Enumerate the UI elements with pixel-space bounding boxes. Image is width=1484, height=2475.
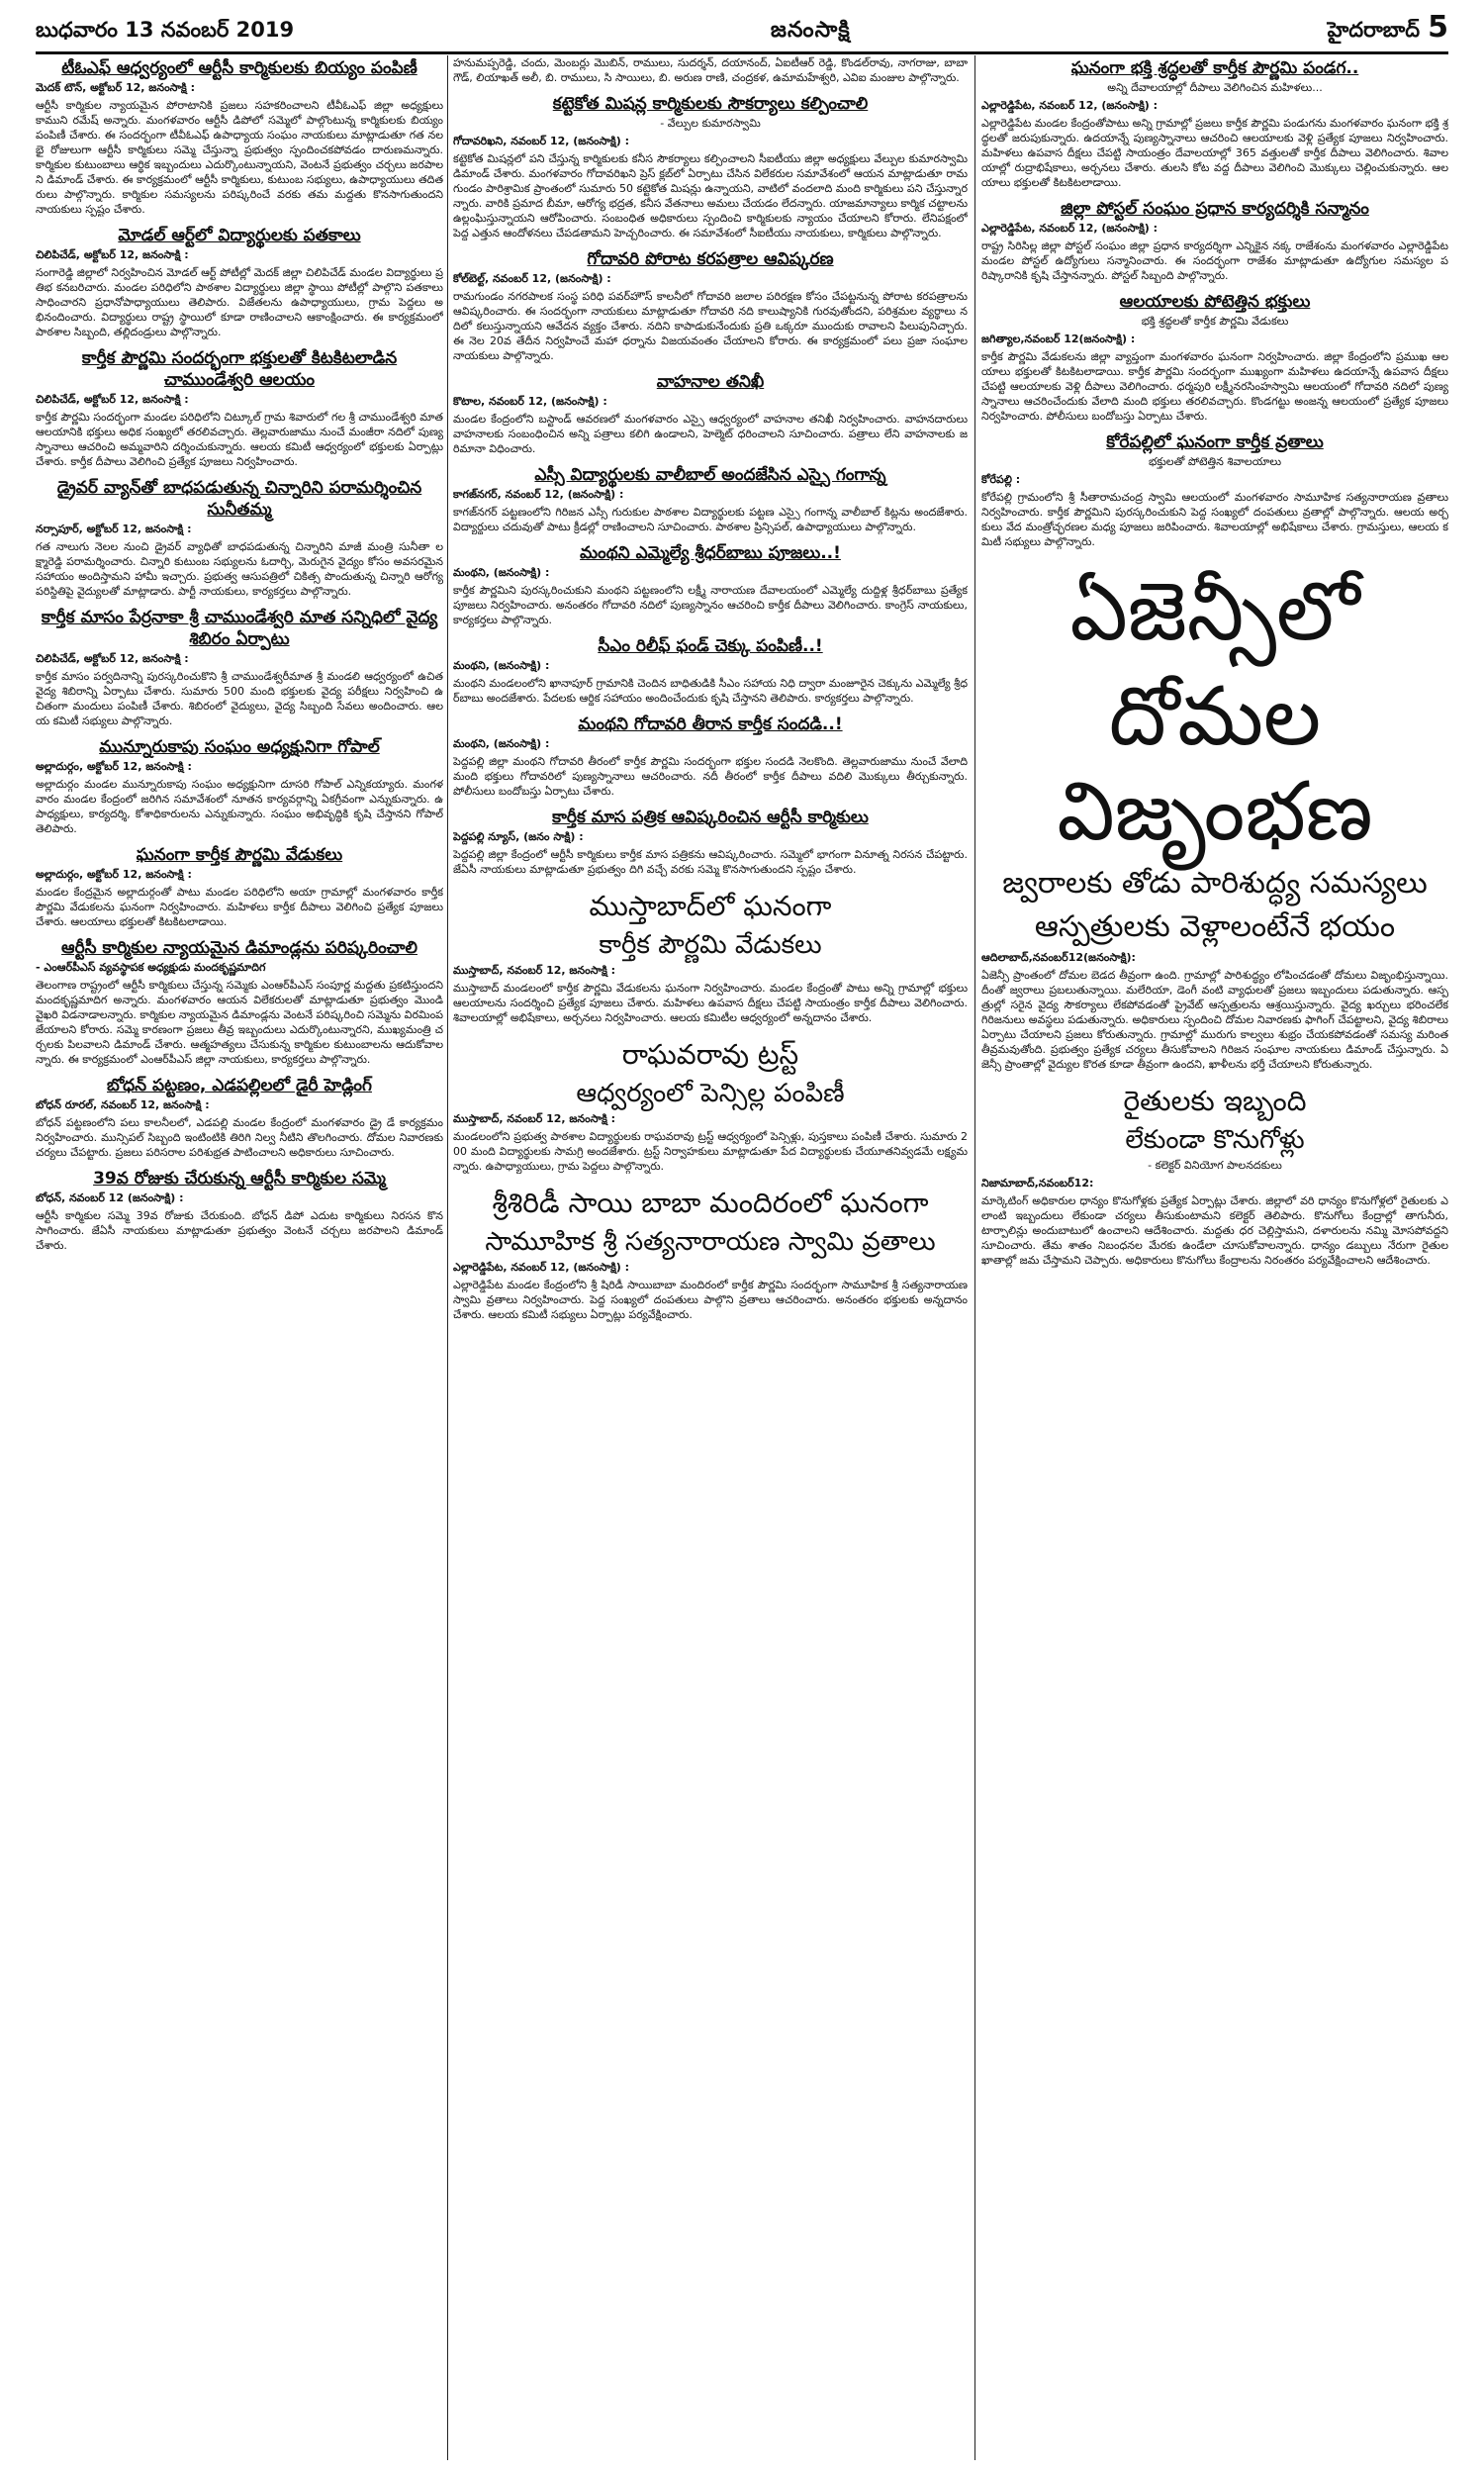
column-rule — [974, 55, 975, 2460]
article-subhead: - కలెక్టర్ వినియోగ పాలనదకులు — [1148, 1159, 1282, 1172]
article-headline: కార్తీక మాస పత్రిక ఆవిష్కరించిన ఆర్టీసీ కార్మికులు — [552, 808, 869, 827]
article-body: ఆర్టీసీ కార్మికుల సమ్మె 39వ రోజుకు చేరుకుంది. బోధన్ డిపో ఎదుట కార్మికులు నిరసన కొనసాగించారు. జేఏసీ నాయకులు మాట్లాడుతూ ప్రభుత్వం వెంటనే చర్చలు జరపాలని డిమాండ్ చేశారు. — [36, 1209, 443, 1252]
article-headline: కట్టెకోత మిషన్ల కార్మికులకు సౌకర్యాలు కల్పించాలి — [552, 94, 869, 114]
article — [36, 605, 443, 728]
article-body: హనుమప్పరెడ్డి, చందు, మెంబర్లు మొబిన్, రాములు, సుదర్శన్, దయానంద్, ఏఐటీఆర్ రెడ్డి, కొండల్‌రావు, నాగరాజు, బాబా గౌడ్, లియాఖత్ అలీ, బి. రాములు, సి సాయిలు, బి. అరుణ రాణి, చంద్రకళ, ఉమామహేశ్వరి, ఎవిఐ మంజుల పాల్గొన్నారు. — [453, 56, 968, 84]
article-body: రాష్ట్ర సిరిసిల్ల జిల్లా పోస్టల్ సంఘం జిల్లా ప్రధాన కార్యదర్శిగా ఎన్నికైన నక్క రాజేశంను మంగళవారం ఎల్లారెడ్డిపేట మండల పోస్టల్ ఉద్యోగులు సన్మానించారు. ఈ సందర్భంగా రాజేశం మాట్లాడుతూ ఉద్యోగుల సమస్యల పరిష్కారానికి కృషి చేస్తానన్నారు. పోస్టల్ సిబ్బంది పాల్గొన్నారు. — [981, 239, 1448, 282]
article — [981, 1078, 1448, 1268]
article-headline: మోడల్ ఆర్ట్‌లో విద్యార్థులకు పతకాలు — [118, 226, 361, 245]
article — [453, 462, 968, 534]
section-headline: రైతులకు ఇబ్బంది — [1123, 1085, 1307, 1117]
article-body: రామగుండం నగరపాలక సంస్థ పరిధి పవర్‌హౌస్ కాలనీలో గోదావరి జలాల పరిరక్షణ కోసం చేపట్టనున్న పోరాట కరపత్రాలను ఆవిష్కరించారు. ఈ సందర్భంగా నాయకులు మాట్లాడుతూ గోదావరి నది కాలుష్యానికి గురవుతోందని, పరిశ్రమల వ్యర్థాలు నదిలో కలుస్తున్నాయని ఆవేదన వ్యక్తం చేశారు. నదిని కాపాడుకునేందుకు ప్రతి ఒక్కరూ ముందుకు రావాలని పిలుపునిచ్చారు. ఈ నెల 20వ తేదీన నిర్వహించే మహా ధర్నాను విజయవంతం చేయాలని కోరారు. ఈ కార్యక్రమంలో పలు ప్రజా సంఘాల నాయకులు పాల్గొన్నారు. — [453, 290, 968, 362]
column-3 — [981, 55, 1448, 2460]
feature-headline-line2: దోమల విజృంభణ — [1057, 670, 1373, 859]
article — [981, 55, 1448, 190]
feature-deck-2: ఆస్పత్రులకు వెళ్లాలంటేనే భయం — [1034, 909, 1396, 944]
article-dateline: బోధన్ రూరల్, నవంబర్ 12, జనంసాక్షి : — [36, 1098, 210, 1111]
article-dateline: పెద్దపల్లి న్యూస్, (జనం సాక్షి) : — [453, 830, 584, 843]
article-dateline: - ఎంఆర్‌పీఎస్ వ్యవస్థాపక అధ్యక్షుడు మందకృష్ణమాదిగ — [36, 961, 266, 974]
article — [36, 1073, 443, 1160]
large-headline: రాఘవరావు ట్రస్ట్ — [621, 1038, 799, 1071]
article-body: కార్తీక పౌర్ణమి వేడుకలను జిల్లా వ్యాప్తంగా మంగళవారం ఘనంగా నిర్వహించారు. జిల్లా కేంద్రంలోని ప్రముఖ ఆలయాలు భక్తులతో కిటకిటలాడాయి. కార్తీక పౌర్ణమి సందర్భంగా ముఖ్యంగా మహిళలు ఉదయాన్నే ఉపవాస దీక్షలు చేపట్టి ఆలయాలకు వెళ్లి దీపాలు వెలిగించారు. ధర్మపురి లక్ష్మీనరసింహస్వామి ఆలయంలో గోదావరి నదిలో పుణ్యస్నానాలు ఆచరించేందుకు వేలాది మంది భక్తులు తరలివచ్చారు. కొండగట్టు అంజన్న ఆలయంలో ప్రత్యేక పూజలు నిర్వహించారు. పోలీసులు బందోబస్తు ఏర్పాటు చేశారు. — [981, 350, 1448, 423]
article-headline: 39వ రోజుకు చేరుకున్న ఆర్టీసీ కార్మికుల సమ్మె — [93, 1169, 386, 1189]
article-body: కట్టెకోత మిషన్లలో పని చేస్తున్న కార్మికులకు కనీస సౌకర్యాలు కల్పించాలని సీఐటీయు జిల్లా అధ్యక్షులు వేల్పుల కుమారస్వామి డిమాండ్ చేశారు. మంగళవారం గోదావరిఖని ప్రెస్ క్లబ్‌లో ఏర్పాటు చేసిన విలేకరుల సమావేశంలో ఆయన మాట్లాడుతూ రామగుండం పారిశ్రామిక ప్రాంతంలో సుమారు 50 కట్టెకోత మిషన్లు ఉన్నాయని, వాటిలో వందలాది మంది కార్మికులు పని చేస్తున్నారన్నారు. వారికి ప్రమాద బీమా, ఆరోగ్య భద్రత, కనీస వేతనాలు అమలు చేయడం లేదన్నారు. యాజమాన్యాలు కార్మిక చట్టాలను ఉల్లంఘిస్తున్నాయని ఆరోపించారు. సంబంధిత అధికారులు స్పందించి కార్మికులకు న్యాయం చేయాలని కోరారు. లేనిపక్షంలో పెద్ద ఎత్తున ఆందోళనలు చేపడతామని హెచ్చరించారు. ఈ సమావేశంలో సీఐటీయు నాయకులు, కార్మికులు పాల్గొన్నారు. — [453, 152, 968, 239]
article-body: ఆర్టీసీ కార్మికుల న్యాయమైన పోరాటానికి ప్రజలు సహకరించాలని టీవీఓఎఫ్ జిల్లా అధ్యక్షులు కాముని రమేష్ అన్నారు. మంగళవారం ఆర్టీసీ డిపోలో సమ్మెలో పాల్గొంటున్న కార్మికులకు బియ్యం పంపిణీ చేశారు. ఈ సందర్భంగా టీవీఓఎఫ్ ఉపాధ్యాయ సంఘం నాయకులు మాట్లాడుతూ గత నలభై రోజులుగా ఆర్టీసీ కార్మికులు సమ్మె చేస్తున్నా ప్రభుత్వం స్పందించకపోవడం దారుణమన్నారు. కార్మికుల కుటుంబాలు ఆర్థిక ఇబ్బందులు ఎదుర్కొంటున్నాయని, వెంటనే ప్రభుత్వం చర్చలు జరపాలని డిమాండ్ చేశారు. ఈ కార్యక్రమంలో ఆర్టీసీ కార్మికులు, కుటుంబ సభ్యులు, ఉపాధ్యాయులు తదితరులు పాల్గొన్నారు. కార్మికుల సమస్యలను పరిష్కరించే వరకు తమ మద్దతు కొనసాగుతుందని నాయకులు స్పష్టం చేశారు. — [36, 99, 443, 216]
article-headline: సీఎం రిలీఫ్ ఫండ్ చెక్కు పంపిణీ..! — [598, 636, 823, 656]
article-headline: జిల్లా పోస్టల్ సంఘం ప్రధాన కార్యదర్శికి సన్మానం — [1061, 199, 1369, 219]
article — [453, 712, 968, 799]
column-2 — [453, 55, 968, 2460]
article-dateline: ఎల్లారెడ్డిపేట, నవంబర్ 12, (జనంసాక్షి) : — [981, 99, 1159, 112]
article — [36, 223, 443, 339]
article-headline: కార్తీక పౌర్ణమి సందర్భంగా భక్తులతో కిటకిటలాడిన చాముండేశ్వరి ఆలయం — [81, 348, 398, 390]
article — [36, 345, 443, 469]
article-body: పెద్దపల్లి జిల్లా మంథని గోదావరి తీరంలో కార్తీక పౌర్ణమి సందర్భంగా భక్తుల సందడి నెలకొంది. తెల్లవారుజాము నుంచే వేలాది మంది భక్తులు గోదావరిలో పుణ్యస్నానాలు ఆచరించారు. నదీ తీరంలో కార్తీక దీపాలు వదిలి మొక్కులు తీర్చుకున్నారు. పోలీసులు బందోబస్తు ఏర్పాటు చేశారు. — [453, 755, 968, 798]
article-body: కార్తీక పౌర్ణమి సందర్భంగా మండల పరిధిలోని చిట్కూల్ గ్రామ శివారులో గల శ్రీ చాముండేశ్వరి మాత ఆలయానికి భక్తులు అధిక సంఖ్యలో తరలివచ్చారు. తెల్లవారుజాము నుంచే మంజీరా నదిలో పుణ్యస్నానాలు ఆచరించి అమ్మవారిని దర్శించుకున్నారు. ఆలయ కమిటీ ఆధ్వర్యంలో భక్తులకు ఏర్పాట్లు చేశారు. కార్తీక దీపాలు వెలిగించి ప్రత్యేక పూజలు నిర్వహించారు. — [36, 411, 443, 468]
article-body: గత నాలుగు నెలల నుంచి డ్రైవర్ వ్యాధితో బాధపడుతున్న చిన్నారిని మాజీ మంత్రి సునీతా లక్ష్మారెడ్డి పరామర్శించారు. చిన్నారి కుటుంబ సభ్యులను ఓదార్చి, మెరుగైన వైద్యం కోసం అవసరమైన సహాయం అందిస్తామని హామీ ఇచ్చారు. ప్రభుత్వ ఆసుపత్రిలో చికిత్స పొందుతున్న చిన్నారి ఆరోగ్య పరిస్థితిపై వైద్యులతో మాట్లాడారు. పార్టీ నాయకులు, కార్యకర్తలు పాల్గొన్నారు. — [36, 540, 443, 598]
article-body: మార్కెటింగ్ అధికారుల ధాన్యం కొనుగోళ్లకు ప్రత్యేక ఏర్పాట్లు చేశారు. జిల్లాలో వరి ధాన్యం కొనుగోళ్లలో రైతులకు ఎలాంటి ఇబ్బందులు లేకుండా చర్యలు తీసుకుంటామని కలెక్టర్ తెలిపారు. కొనుగోలు కేంద్రాల్లో తాగునీరు, టార్పాలిన్లు అందుబాటులో ఉంచాలని ఆదేశించారు. మద్దతు ధర చెల్లిస్తామని, దళారులను నమ్మి మోసపోవద్దని సూచించారు. తేమ శాతం నిబంధనల మేరకు ఉండేలా చూసుకోవాలన్నారు. ధాన్యం డబ్బులు నేరుగా రైతుల ఖాతాల్లో జమ చేస్తామని చెప్పారు. అధికారులు కొనుగోలు కేంద్రాలను నిరంతరం పర్యవేక్షించాలని ఆదేశించారు. — [981, 1194, 1448, 1267]
large-headline: శ్రీశిరిడీ సాయి బాబా మందిరంలో ఘనంగా — [492, 1187, 929, 1219]
page-number: 5 — [1428, 10, 1448, 45]
article-dateline: మంథని, (జనంసాక్షి) : — [453, 737, 550, 750]
article-dateline: అల్లాదుర్గం, అక్టోబర్ 12, జనంసాక్షి : — [36, 760, 192, 773]
article-body: ముస్తాబాద్ మండలంలో కార్తీక పౌర్ణమి వేడుకలను ఘనంగా నిర్వహించారు. మండల కేంద్రంతో పాటు అన్ని గ్రామాల్లో భక్తులు ఆలయాలను సందర్శించి ప్రత్యేక పూజలు చేశారు. మహిళలు ఉపవాస దీక్షలు చేపట్టి సాయంత్రం కార్తీక దీపాలు వెలిగించారు. శివాలయాల్లో అభిషేకాలు, అర్చనలు నిర్వహించారు. ఆలయ కమిటీల ఆధ్వర్యంలో అన్నదానం చేశారు. — [453, 982, 968, 1024]
article-dateline: మంథని, (జనంసాక్షి) : — [453, 659, 550, 672]
article-body: ఎల్లారెడ్డిపేట మండల కేంద్రంతోపాటు అన్ని గ్రామాల్లో ప్రజలు కార్తీక పౌర్ణమి పండుగను మంగళవారం ఘనంగా భక్తి శ్రద్ధలతో జరుపుకున్నారు. ఉదయాన్నే పుణ్యస్నానాలు ఆచరించి ఆలయాలకు వెళ్లి ప్రత్యేక పూజలు నిర్వహించారు. మహిళలు ఉపవాస దీక్షలు చేపట్టి సాయంత్రం దేవాలయాల్లో 365 వత్తులతో కార్తీక దీపాలు వెలిగించారు. శివాలయాల్లో రుద్రాభిషేకాలు, అర్చనలు చేశారు. తులసి కోట వద్ద దీపాలు వెలిగించి మొక్కులు చెల్లించుకున్నారు. ఆలయాలు భక్తులతో కిటకిటలాడాయి. — [981, 117, 1448, 189]
article-body: పెద్దపల్లి జిల్లా కేంద్రంలో ఆర్టీసీ కార్మికులు కార్తీక మాస పత్రికను ఆవిష్కరించారు. సమ్మెలో భాగంగా వినూత్న నిరసన చేపట్టారు. జేఏసీ నాయకులు మాట్లాడుతూ ప్రభుత్వం దిగి వచ్చే వరకు సమ్మె కొనసాగుతుందని స్పష్టం చేశారు. — [453, 848, 968, 876]
article — [453, 369, 968, 456]
article-dateline: జగిత్యాల,నవంబర్ 12(జనంసాక్షి) : — [981, 333, 1136, 345]
article — [453, 55, 968, 85]
article-subhead: - వేల్పుల కుమారస్వామి — [660, 117, 761, 130]
article — [36, 55, 443, 217]
article-headline: ఘనంగా భక్తి శ్రద్ధలతో కార్తీక పౌర్ణమి పండగ.. — [1070, 58, 1359, 78]
article-body: ఎల్లారెడ్డిపేట మండల కేంద్రంలోని శ్రీ షిరిడీ సాయిబాబా మందిరంలో కార్తీక పౌర్ణమి సందర్భంగా సామూహిక శ్రీ సత్యనారాయణ స్వామి వ్రతాలు నిర్వహించారు. పెద్ద సంఖ్యలో దంపతులు పాల్గొని వ్రతాలు ఆచరించారు. అనంతరం భక్తులకు అన్నదానం చేశారు. ఆలయ కమిటీ సభ్యులు ఏర్పాట్లు పర్యవేక్షించారు. — [453, 1279, 968, 1321]
article-dateline: చిలిపిచేడ్, అక్టోబర్ 12, జనంసాక్షి : — [36, 248, 189, 261]
article — [453, 1031, 968, 1174]
article-body: మండల కేంద్రమైన అల్లాదుర్గంతో పాటు మండల పరిధిలోని అయా గ్రామాల్లో మంగళవారం కార్తీక పౌర్ణమి వేడుకలను ఘనంగా నిర్వహించారు. మహిళలు కార్తీక దీపాలు వెలిగించి ప్రత్యేక పూజలు చేశారు. ఆలయాలు భక్తులతో కిటకిటలాడాయి. — [36, 886, 443, 928]
article-headline: కార్తీక మాసం పేర్రనాకా శ్రీ చాముండేశ్వరి మాత సన్నిధిలో వైద్య శిబిరం ఏర్పాటు — [41, 608, 438, 649]
article — [36, 475, 443, 599]
article-dateline: కోరేపల్లి : — [981, 473, 1021, 486]
feature-headline: ఏజెన్సీలో — [1069, 565, 1360, 659]
article — [981, 555, 1448, 1072]
article-body: ఏజెన్సీ ప్రాంతంలో దోమల బెడద తీవ్రంగా ఉంది. గ్రామాల్లో పారిశుద్ధ్యం లోపించడంతో దోమలు విజృంభిస్తున్నాయి. దీంతో జ్వరాలు ప్రబలుతున్నాయి. మలేరియా, డెంగీ వంటి వ్యాధులతో ప్రజలు ఇబ్బందులు పడుతున్నారు. ఆస్పత్రుల్లో సరైన వైద్య సౌకర్యాలు లేకపోవడంతో ప్రైవేట్ ఆస్పత్రులను ఆశ్రయిస్తున్నారు. వైద్య ఖర్చులు భరించలేక గిరిజనులు అవస్థలు పడుతున్నారు. అధికారులు స్పందించి దోమల నివారణకు ఫాగింగ్ చేపట్టాలని, వైద్య శిబిరాలు ఏర్పాటు చేయాలని ప్రజలు కోరుతున్నారు. గ్రామాల్లో మురుగు కాల్వలు శుభ్రం చేయకపోవడంతో సమస్య మరింత తీవ్రమవుతోంది. ప్రభుత్వం ప్రత్యేక చర్యలు తీసుకోవాలని గిరిజన సంఘాల నాయకులు డిమాండ్ చేస్తున్నారు. ఏజెన్సీ ప్రాంతాల్లో వైద్యుల కొరత కూడా తీవ్రంగా ఉందని, ఖాళీలను భర్తీ చేయాలని కోరుతున్నారు. — [981, 969, 1448, 1071]
article — [981, 289, 1448, 424]
issue-date: బుధవారం 13 నవంబర్ 2019 — [36, 18, 295, 42]
article-dateline: కొటాల, నవంబర్ 12, (జనంసాక్షి) : — [453, 395, 607, 408]
article-dateline: మంథని, (జనంసాక్షి) : — [453, 566, 550, 579]
article-dateline: చిలిపిచేడ్, అక్టోబర్ 12, జనంసాక్షి : — [36, 393, 189, 406]
article-dateline: నర్సాపూర్, అక్టోబర్ 12, జనంసాక్షి : — [36, 523, 192, 535]
large-headline-line2: ఆధ్వర్యంలో పెన్సిల్ల పంపిణీ — [576, 1079, 845, 1108]
masthead — [36, 10, 1448, 54]
large-headline-line2: సామూహిక శ్రీ సత్యనారాయణ స్వామి వ్రతాలు — [485, 1227, 936, 1257]
article-dateline: ఎల్లారెడ్డిపేట, నవంబర్ 12, (జనంసాక్షి) : — [981, 222, 1159, 235]
article-headline: ఘనంగా కార్తీక పౌర్ణమి వేడుకలు — [136, 845, 343, 865]
newspaper-logo: జనంసాక్షి — [770, 18, 851, 43]
edition-city-name: హైదరాబాద్ — [1327, 18, 1421, 42]
article — [453, 883, 968, 1025]
column-1 — [36, 55, 443, 2460]
feature-deck: జ్వరాలకు తోడు పారిశుద్ధ్య సమస్యలు — [1002, 866, 1428, 901]
section-headline-line2: లేకుండా కొనుగోళ్లు — [1125, 1125, 1305, 1155]
article-body: మండల కేంద్రంలోని బస్టాండ్ ఆవరణలో మంగళవారం ఎస్సై ఆధ్వర్యంలో వాహనాల తనిఖీ నిర్వహించారు. వాహనదారులు వాహనాలకు సంబంధించిన అన్ని పత్రాలు కలిగి ఉండాలని, హెల్మెట్ ధరించాలని సూచించారు. పత్రాలు లేని వాహనాలకు జరిమానా విధించారు. — [453, 413, 968, 455]
article-body: మండలంలోని ప్రభుత్వ పాఠశాల విద్యార్థులకు రాఘవరావు ట్రస్ట్ ఆధ్వర్యంలో పెన్సిళ్లు, పుస్తకాలు పంపిణీ చేశారు. సుమారు 200 మంది విద్యార్థులకు సామగ్రి అందజేశారు. ట్రస్ట్ నిర్వాహకులు మాట్లాడుతూ పేద విద్యార్థులకు చేయూతనివ్వడమే లక్ష్యమన్నారు. ఉపాధ్యాయులు, గ్రామ పెద్దలు పాల్గొన్నారు. — [453, 1130, 968, 1173]
article — [36, 935, 443, 1067]
article-dateline: గోదావరిఖని, నవంబర్ 12, (జనంసాక్షి) : — [453, 135, 629, 147]
article-headline: కోరేపల్లిలో ఘనంగా కార్తీక వ్రతాలు — [1106, 432, 1324, 452]
article-body: కార్తీక మాసం పర్వదినాన్ని పురస్కరించుకొని శ్రీ చాముండేశ్వరీమాత శ్రీ మండలి ఆధ్వర్యంలో ఉచిత వైద్య శిబిరాన్ని ఏర్పాటు చేశారు. సుమారు 500 మంది భక్తులకు వైద్య పరీక్షలు నిర్వహించి ఉచితంగా మందులు పంపిణీ చేశారు. శిబిరంలో వైద్యులు, వైద్య సిబ్బంది సేవలు అందించారు. ఆలయ కమిటీ సభ్యులు పాల్గొన్నారు. — [36, 670, 443, 727]
article-headline: మంథని గోదావరి తీరాన కార్తీక సందడి..! — [578, 714, 843, 734]
article-body: సంగారెడ్డి జిల్లాలో నిర్వహించిన మోడల్ ఆర్ట్ పోటీల్లో మెదక్ జిల్లా చిలిపిచేడ్ మండల విద్యార్థులు ప్రతిభ కనబరిచారు. మండల పరిధిలోని పాఠశాల విద్యార్థులు జిల్లా స్థాయి పోటీల్లో పాల్గొని పతకాలు సాధించారని ప్రధానోపాధ్యాయులు తెలిపారు. విజేతలను ఉపాధ్యాయులు, గ్రామ పెద్దలు అభినందించారు. విద్యార్థులు రాష్ట్ర స్థాయిలో కూడా రాణించాలని ఆకాంక్షించారు. ఈ కార్యక్రమంలో పాఠశాల సిబ్బంది, తల్లిదండ్రులు పాల్గొన్నారు. — [36, 266, 443, 338]
article — [981, 196, 1448, 283]
article — [453, 805, 968, 877]
large-headline: ముస్తాబాద్‌లో ఘనంగా — [589, 890, 832, 922]
article-dateline: ముస్తాబాద్, నవంబర్ 12, జనంసాక్షి : — [453, 1112, 616, 1125]
article — [36, 734, 443, 836]
article-dateline: చిలిపిచేడ్, అక్టోబర్ 12, జనంసాక్షి : — [36, 652, 189, 665]
article — [453, 540, 968, 627]
article-body: అల్లాదుర్గం మండల మున్నూరుకాపు సంఘం అధ్యక్షునిగా దూసరి గోపాల్ ఎన్నికయ్యారు. మంగళవారం మండల కేంద్రంలో జరిగిన సమావేశంలో నూతన కార్యవర్గాన్ని ఏకగ్రీవంగా ఎన్నుకున్నారు. ఉపాధ్యక్షులు, కార్యదర్శి, కోశాధికారులను ఎన్నుకున్నారు. సంఘం అభివృద్ధికి కృషి చేస్తానని గోపాల్ తెలిపారు. — [36, 778, 443, 835]
article — [453, 91, 968, 240]
article-headline: డ్రైవర్ వ్యాన్‌తో బాధపడుతున్న చిన్నారిని పరామర్శించిన సునీతమ్మ — [56, 478, 422, 520]
article-body: కాగజ్‌నగర్ పట్టణంలోని గిరిజన ఎస్సీ గురుకుల పాఠశాల విద్యార్థులకు పట్టణ ఎస్సై గంగాన్న వాలీబాల్ కిట్లను అందజేశారు. విద్యార్థులు చదువుతో పాటు క్రీడల్లో రాణించాలని సూచించారు. పాఠశాల ప్రిన్సిపల్, ఉపాధ్యాయులు పాల్గొన్నారు. — [453, 506, 968, 533]
column-rule — [447, 55, 448, 2460]
article-dateline: నిజామాబాద్,నవంబర్12: — [981, 1177, 1094, 1190]
article-headline: మంథని ఎమ్మెల్యే శ్రీధర్‌బాబు పూజలు..! — [580, 543, 841, 563]
article-headline: మున్నూరుకాపు సంఘం అధ్యక్షునిగా గోపాల్ — [99, 737, 380, 757]
article-headline: బోధన్ పట్టణం, ఎడపల్లిలలో డైరీ హెడ్లింగ్ — [107, 1076, 372, 1095]
article-headline: టీఓఎఫ్ ఆధ్వర్యంలో ఆర్టీసీ కార్మికులకు బియ్యం పంపిణీ — [61, 58, 417, 78]
article-dateline: కాగజ్‌నగర్, నవంబర్ 12, (జనంసాక్షి) : — [453, 488, 624, 501]
article-headline: ఆర్టీసీ కార్మికుల న్యాయమైన డిమాండ్లను పరిష్కరించాలి — [61, 938, 417, 958]
article-subhead: అన్ని దేవాలయాల్లో దీపాలు వెలిగించిన మహిళలు... — [1107, 81, 1323, 94]
article-dateline: బోధన్, నవంబర్ 12 (జనంసాక్షి) : — [36, 1191, 184, 1204]
article-body: తెలంగాణ రాష్ట్రంలో ఆర్టీసీ కార్మికులు చేస్తున్న సమ్మెకు ఎంఆర్‌పీఎస్ సంపూర్ణ మద్దతు ప్రకటిస్తుందని మందకృష్ణమాదిగ అన్నారు. మంగళవారం ఆయన విలేకరులతో మాట్లాడుతూ ప్రభుత్వం మొండి వైఖరి విడనాడాలన్నారు. కార్మికుల న్యాయమైన డిమాండ్లను వెంటనే పరిష్కరించి సమ్మెను విరమింపజేయాలని కోరారు. సమ్మె కారణంగా ప్రజలు తీవ్ర ఇబ్బందులు ఎదుర్కొంటున్నారని, ముఖ్యమంత్రి చర్చలకు పిలవాలని డిమాండ్ చేశారు. ఆత్మహత్యలు చేసుకున్న కార్మికుల కుటుంబాలను ఆదుకోవాలన్నారు. ఈ కార్యక్రమంలో ఎంఆర్‌పీఎస్ జిల్లా నాయకులు, కార్యకర్తలు పాల్గొన్నారు. — [36, 979, 443, 1066]
article-subhead: భక్తి శ్రద్ధలతో కార్తీక పౌర్ణమి వేడుకలు — [1141, 315, 1289, 328]
article — [453, 1180, 968, 1322]
article-headline: వాహనాల తనిఖీ — [656, 372, 765, 392]
article-dateline: ఎల్లారెడ్డిపేట, నవంబర్ 12, (జనంసాక్షి) : — [453, 1261, 630, 1274]
article — [981, 429, 1448, 549]
article-dateline: అల్లాదుర్గం, అక్టోబర్ 12, జనంసాక్షి : — [36, 868, 192, 881]
article — [453, 633, 968, 706]
article-headline: ఆలయాలకు పోటెత్తిన భక్తులు — [1119, 292, 1311, 312]
article-body: బోధన్ పట్టణంలోని పలు కాలనీలలో, ఎడపల్లి మండల కేంద్రంలో మంగళవారం డ్రై డే కార్యక్రమం నిర్వహించారు. మున్సిపల్ సిబ్బంది ఇంటింటికి తిరిగి నిల్వ నీటిని తొలగించారు. దోమల నివారణకు చర్యలు చేపట్టారు. ప్రజలు పరిసరాల పరిశుభ్రత పాటించాలని అధికారులు సూచించారు. — [36, 1116, 443, 1159]
article-headline: గోదావరి పోరాట కరపత్రాల ఆవిష్కరణ — [587, 249, 834, 269]
large-headline-line2: కార్తీక పౌర్ణమి వేడుకలు — [599, 930, 822, 960]
article-headline: ఎస్సీ విద్యార్థులకు వాలీబాల్ అందజేసిన ఎస్సై గంగాన్న — [534, 465, 886, 485]
article-dateline: మెదక్ టౌన్, అక్టోబర్ 12, జనంసాక్షి : — [36, 81, 195, 94]
article-subhead: భక్తులతో పోటెత్తిన శివాలయాలు — [1149, 455, 1281, 468]
article-body: కార్తీక పౌర్ణమిని పురస్కరించుకుని మంథని పట్టణంలోని లక్ష్మీ నారాయణ దేవాలయంలో ఎమ్మెల్యే దుద్దిళ్ల శ్రీధర్‌బాబు ప్రత్యేక పూజలు నిర్వహించారు. అనంతరం గోదావరి నదిలో పుణ్యస్నానం ఆచరించి కార్తీక దీపాలు వెలిగించారు. కాంగ్రెస్ నాయకులు, కార్యకర్తలు పాల్గొన్నారు. — [453, 584, 968, 626]
article-body: కోరేపల్లి గ్రామంలోని శ్రీ సీతారామచంద్ర స్వామి ఆలయంలో మంగళవారం సామూహిక సత్యనారాయణ వ్రతాలు నిర్వహించారు. కార్తీక పౌర్ణమిని పురస్కరించుకుని పెద్ద సంఖ్యలో దంపతులు వ్రతాల్లో పాల్గొన్నారు. ఆలయ అర్చకులు వేద మంత్రోచ్ఛరణల మధ్య పూజలు జరిపించారు. శివాలయాల్లో అభిషేకాలు చేశారు. గ్రామస్తులు, ఆలయ కమిటీ సభ్యులు పాల్గొన్నారు. — [981, 491, 1448, 548]
article — [36, 842, 443, 929]
article-dateline: కోల్‌బెల్ట్, నవంబర్ 12, (జనంసాక్షి) : — [453, 272, 611, 285]
edition-city — [1328, 10, 1448, 51]
article-dateline: ఆదిలాబాద్,నవంబర్12(జనంసాక్షి): — [981, 951, 1136, 964]
article — [36, 1166, 443, 1253]
article — [453, 246, 968, 363]
article-dateline: ముస్తాబాద్, నవంబర్ 12, జనంసాక్షి : — [453, 964, 616, 977]
article-body: మంథని మండలంలోని ఖానాపూర్ గ్రామానికి చెందిన బాధితుడికి సీఎం సహాయ నిధి ద్వారా మంజూరైన చెక్కును ఎమ్మెల్యే శ్రీధర్‌బాబు అందజేశారు. పేదలకు ఆర్థిక సహాయం అందించేందుకు కృషి చేస్తానని తెలిపారు. కార్యకర్తలు పాల్గొన్నారు. — [453, 677, 968, 705]
